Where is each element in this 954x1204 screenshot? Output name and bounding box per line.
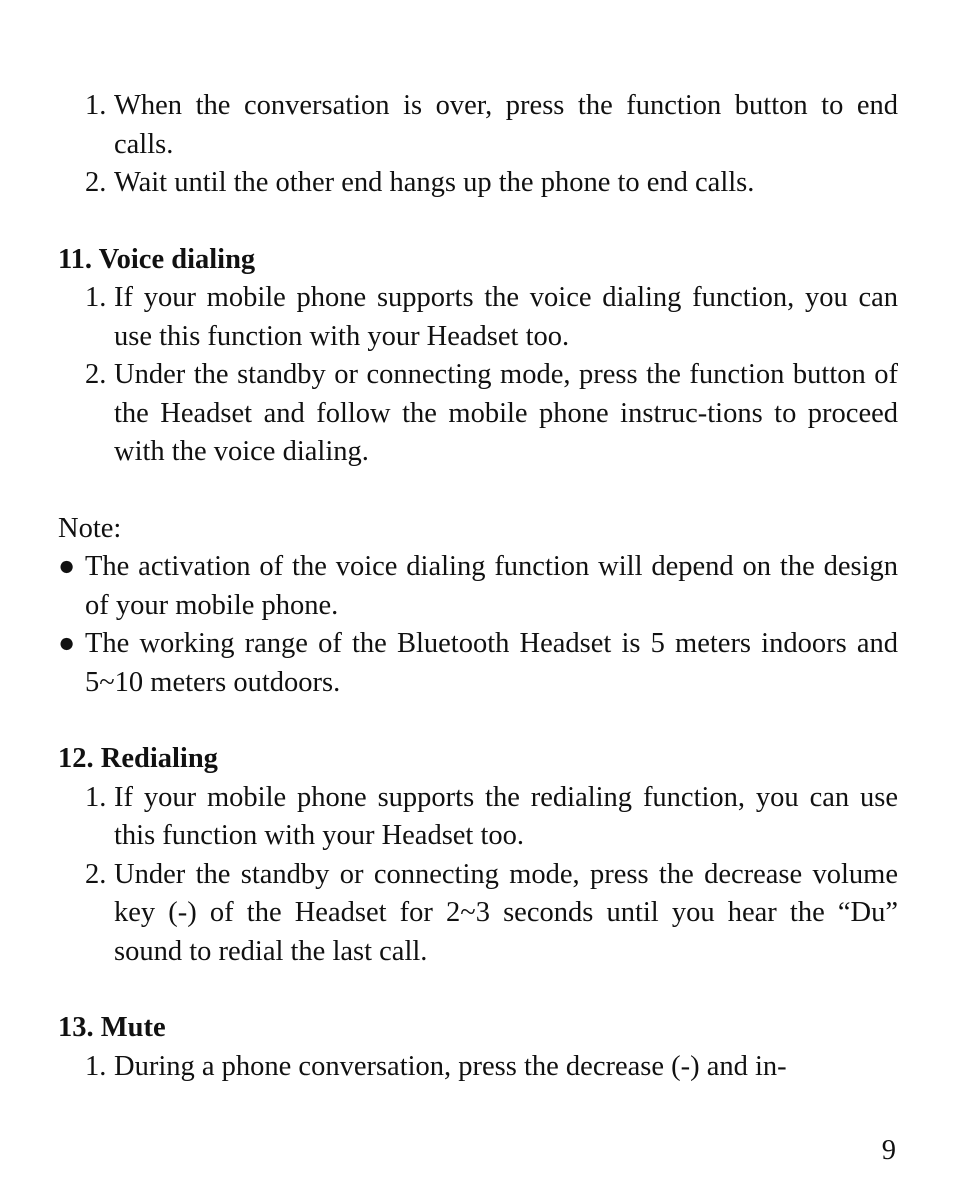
- note-bullet-text: The working range of the Bluetooth Headset is 5 meters indoors and 5~10 meters outdoors.: [85, 628, 898, 698]
- list-item: [58, 279, 898, 356]
- spacer: [58, 203, 898, 241]
- list-item: [58, 164, 898, 203]
- list-item-text: Under the standby or connecting mode, press the decrease volume key (-) of the Headset for 2~3 seconds until you hear the “Du” sound to redial the last call.: [114, 858, 898, 967]
- note-bullet: [58, 548, 898, 625]
- list-item-number: 2.: [85, 858, 107, 890]
- list-item-text: When the conversation is over, press the function button to end calls.: [114, 90, 898, 160]
- list-item-text: During a phone conversation, press the decrease (-) and in-: [114, 1050, 787, 1082]
- list-item-text: If your mobile phone supports the redialing function, you can use this function with your Headset too.: [114, 781, 898, 851]
- list-item: [58, 87, 898, 164]
- list-item-text: Under the standby or connecting mode, press the function button of the Headset and follow the mobile phone instruc-tions to proceed with the voice dialing.: [114, 359, 898, 467]
- list-item-number: 1.: [85, 1050, 107, 1082]
- list-item: [58, 856, 898, 972]
- spacer: [58, 472, 898, 510]
- bullet-icon: ●: [58, 628, 76, 659]
- list-item-number: 1.: [85, 90, 107, 121]
- list-item-text: Wait until the other end hangs up the phone to end calls.: [114, 167, 755, 198]
- section-heading-redialing: 12. Redialing: [58, 743, 218, 774]
- note-label: Note:: [58, 512, 122, 544]
- spacer: [58, 702, 898, 740]
- section-heading-mute: 13. Mute: [58, 1012, 166, 1043]
- spacer: [58, 971, 898, 1009]
- note-bullet-text: The activation of the voice dialing function will depend on the design of your mobile phone.: [85, 551, 898, 621]
- list-item-number: 2.: [85, 359, 107, 390]
- list-item: [58, 779, 898, 856]
- list-item-text: If your mobile phone supports the voice dialing function, you can use this function with your Headset too.: [114, 282, 898, 352]
- list-item: [58, 356, 898, 472]
- bullet-icon: ●: [58, 551, 76, 582]
- list-item-number: 1.: [85, 781, 107, 813]
- page-number: 9: [881, 1135, 896, 1166]
- list-item: [58, 1048, 898, 1087]
- note-bullet: [58, 625, 898, 702]
- section-heading-voice-dialing: 11. Voice dialing: [58, 243, 256, 275]
- list-item-number: 2.: [85, 167, 107, 198]
- document-page: [58, 87, 898, 1086]
- list-item-number: 1.: [85, 282, 107, 313]
